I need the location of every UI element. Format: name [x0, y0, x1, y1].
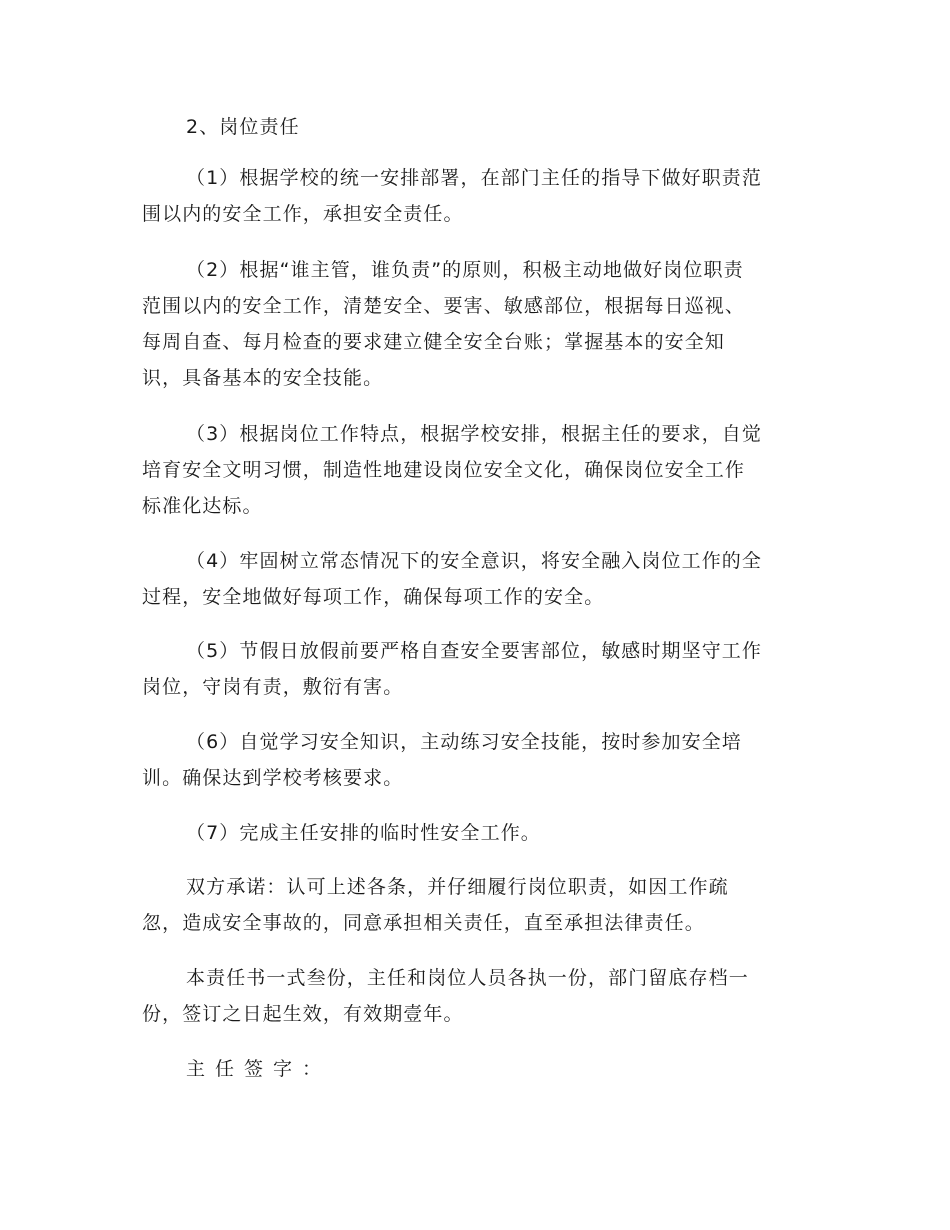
section-heading: 2、岗位责任 [186, 116, 300, 138]
paragraph-6-line-2: 训。确保达到学校考核要求。 [142, 767, 404, 789]
paragraph-4-line-2: 过程，安全地做好每项工作，确保每项工作的安全。 [142, 586, 605, 608]
paragraph-5-line-1: （5）节假日放假前要严格自查安全要害部位，敏感时期坚守工作 [186, 640, 762, 662]
paragraph-7-line-1: （7）完成主任安排的临时性安全工作。 [186, 822, 541, 844]
paragraph-6-line-1: （6）自觉学习安全知识，主动练习安全技能，按时参加安全培 [186, 731, 742, 753]
signature-label: 主任签字： [186, 1058, 332, 1080]
paragraph-3-line-2: 培育安全文明习惯，制造性地建设岗位安全文化，确保岗位安全工作 [142, 459, 746, 481]
paragraph-2-line-4: 识，具备基本的安全技能。 [142, 367, 384, 389]
paragraph-2-line-1: （2）根据“谁主管，谁负责”的原则，积极主动地做好岗位职责 [186, 259, 744, 281]
commitment-line-1: 双方承诺：认可上述各条，并仔细履行岗位职责，如因工作疏 [186, 876, 729, 898]
paragraph-3-line-1: （3）根据岗位工作特点，根据学校安排，根据主任的要求，自觉 [186, 423, 762, 445]
paragraph-1-line-2: 围以内的安全工作，承担安全责任。 [142, 203, 464, 225]
copies-line-2: 份，签订之日起生效，有效期壹年。 [142, 1003, 464, 1025]
paragraph-5-line-2: 岗位，守岗有责，敷衍有害。 [142, 676, 404, 698]
paragraph-3-line-3: 标准化达标。 [142, 495, 263, 517]
paragraph-2-line-3: 每周自查、每月检查的要求建立健全安全台账；掌握基本的安全知 [142, 331, 725, 353]
paragraph-1-line-1: （1）根据学校的统一安排部署，在部门主任的指导下做好职责范 [186, 167, 762, 189]
copies-line-1: 本责任书一式叁份，主任和岗位人员各执一份，部门留底存档一 [186, 967, 749, 989]
paragraph-2-line-2: 范围以内的安全工作，清楚安全、要害、敏感部位，根据每日巡视、 [142, 295, 746, 317]
paragraph-4-line-1: （4）牢固树立常态情况下的安全意识，将安全融入岗位工作的全 [186, 550, 762, 572]
commitment-line-2: 忽，造成安全事故的，同意承担相关责任，直至承担法律责任。 [142, 912, 705, 934]
